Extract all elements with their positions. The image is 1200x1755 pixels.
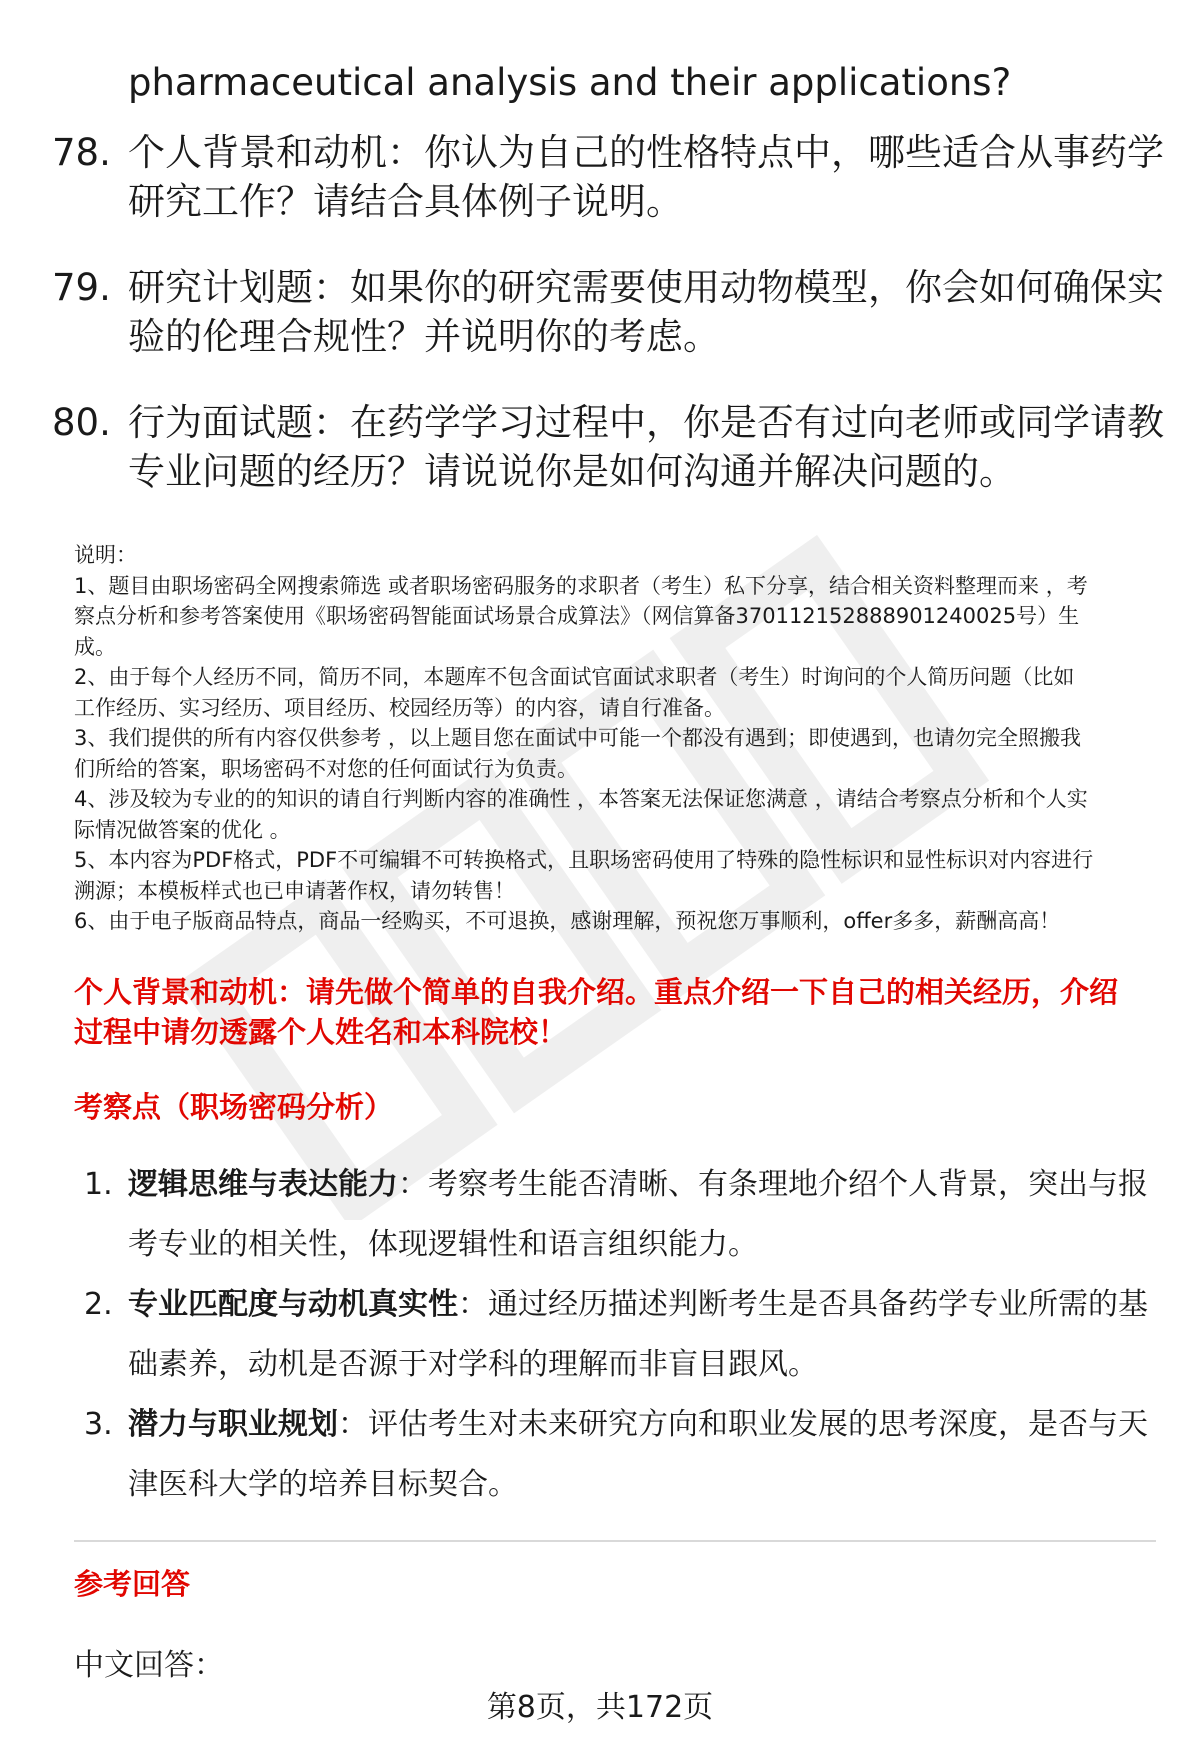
section-divider: [74, 1540, 1156, 1542]
question-text-line: 研究工作？请结合具体例子说明。: [128, 180, 683, 223]
point-text: 考专业的相关性，体现逻辑性和语言组织能力。: [128, 1227, 758, 1262]
note-line: 溯源；本模板样式也已申请著作权，请勿转售！: [74, 878, 515, 903]
main-question-line: 个人背景和动机：请先做个简单的自我介绍。重点介绍一下自己的相关经历，介绍: [74, 975, 1119, 1009]
note-line: 际情况做答案的优化 。: [74, 817, 291, 842]
point-title: 逻辑思维与表达能力: [128, 1167, 398, 1202]
question-number: 80.: [52, 401, 111, 444]
point-text: ：考察考生能否清晰、有条理地介绍个人背景，突出与报: [398, 1167, 1148, 1202]
question-number: 78.: [52, 131, 111, 174]
point-number: 3.: [84, 1407, 113, 1442]
assessment-points: [84, 1155, 1164, 1515]
point-text: ：通过经历描述判断考生是否具备药学专业所需的基: [458, 1287, 1148, 1322]
assessment-point: [84, 1155, 1164, 1275]
note-line: 1、题目由职场密码全网搜索筛选 或者职场密码服务的求职者（考生）私下分享，结合相关资料整理而来 ，考: [74, 573, 1088, 598]
note-line: 5、本内容为PDF格式，PDF不可编辑不可转换格式，且职场密码使用了特殊的隐性标识和显性标识对内容进行: [74, 848, 1094, 872]
note-line: 6、由于电子版商品特点，商品一经购买，不可退换，感谢理解，预祝您万事顺利，offer多多，薪酬高高！: [74, 909, 1061, 933]
main-question-line: 过程中请勿透露个人姓名和本科院校！: [74, 1015, 568, 1049]
notes-section: [74, 540, 1164, 937]
note-line: 4、涉及较为专业的的知识的请自行判断内容的准确性 ，本答案无法保证您满意 ，请结合考察点分析和个人实: [74, 787, 1088, 811]
question-text-line: 个人背景和动机：你认为自己的性格特点中，哪些适合从事药学: [128, 131, 1164, 174]
question-text-line: 专业问题的经历？请说说你是如何沟通并解决问题的。: [128, 450, 1016, 493]
point-number: 2.: [84, 1287, 113, 1322]
notes-title: 说明：: [74, 543, 137, 567]
note-line: 们所给的答案，职场密码不对您的任何面试行为负责。: [74, 756, 578, 781]
note-line: 成。: [74, 634, 116, 659]
point-number: 1.: [84, 1167, 113, 1202]
assessment-heading: 考察点（职场密码分析）: [74, 1090, 394, 1124]
question-text-line: 验的伦理合规性？并说明你的考虑。: [128, 315, 720, 358]
question-continuation: pharmaceutical analysis and their applications?: [128, 61, 1012, 104]
reference-heading: 参考回答: [74, 1567, 191, 1601]
assessment-point: [84, 1395, 1164, 1515]
question-text-line: 研究计划题：如果你的研究需要使用动物模型，你会如何确保实: [128, 266, 1164, 309]
note-line: 察点分析和参考答案使用《职场密码智能面试场景合成算法》（网信算备370112152888901240025号）生: [74, 604, 1080, 628]
point-title: 潜力与职业规划: [128, 1407, 338, 1442]
note-line: 工作经历、实习经历、项目经历、校园经历等）的内容，请自行准备。: [74, 695, 725, 720]
page-footer: 第8页，共172页: [486, 1690, 714, 1725]
assessment-point: [84, 1275, 1164, 1395]
note-line: 3、我们提供的所有内容仅供参考 ，以上题目您在面试中可能一个都没有遇到；即使遇到，也请勿完全照搬我: [74, 726, 1082, 750]
chinese-answer-label: 中文回答：: [74, 1648, 224, 1683]
point-title: 专业匹配度与动机真实性: [128, 1287, 458, 1322]
point-text: ：评估考生对未来研究方向和职业发展的思考深度，是否与天: [338, 1407, 1148, 1442]
question-text-line: 行为面试题：在药学学习过程中，你是否有过向老师或同学请教: [128, 401, 1164, 444]
point-text: 础素养，动机是否源于对学科的理解而非盲目跟风。: [128, 1347, 818, 1382]
note-line: 2、由于每个人经历不同，简历不同，本题库不包含面试官面试求职者（考生）时询问的个人简历问题（比如: [74, 665, 1075, 689]
main-question: [74, 972, 1164, 1052]
question-number: 79.: [52, 266, 111, 309]
point-text: 津医科大学的培养目标契合。: [128, 1467, 518, 1502]
